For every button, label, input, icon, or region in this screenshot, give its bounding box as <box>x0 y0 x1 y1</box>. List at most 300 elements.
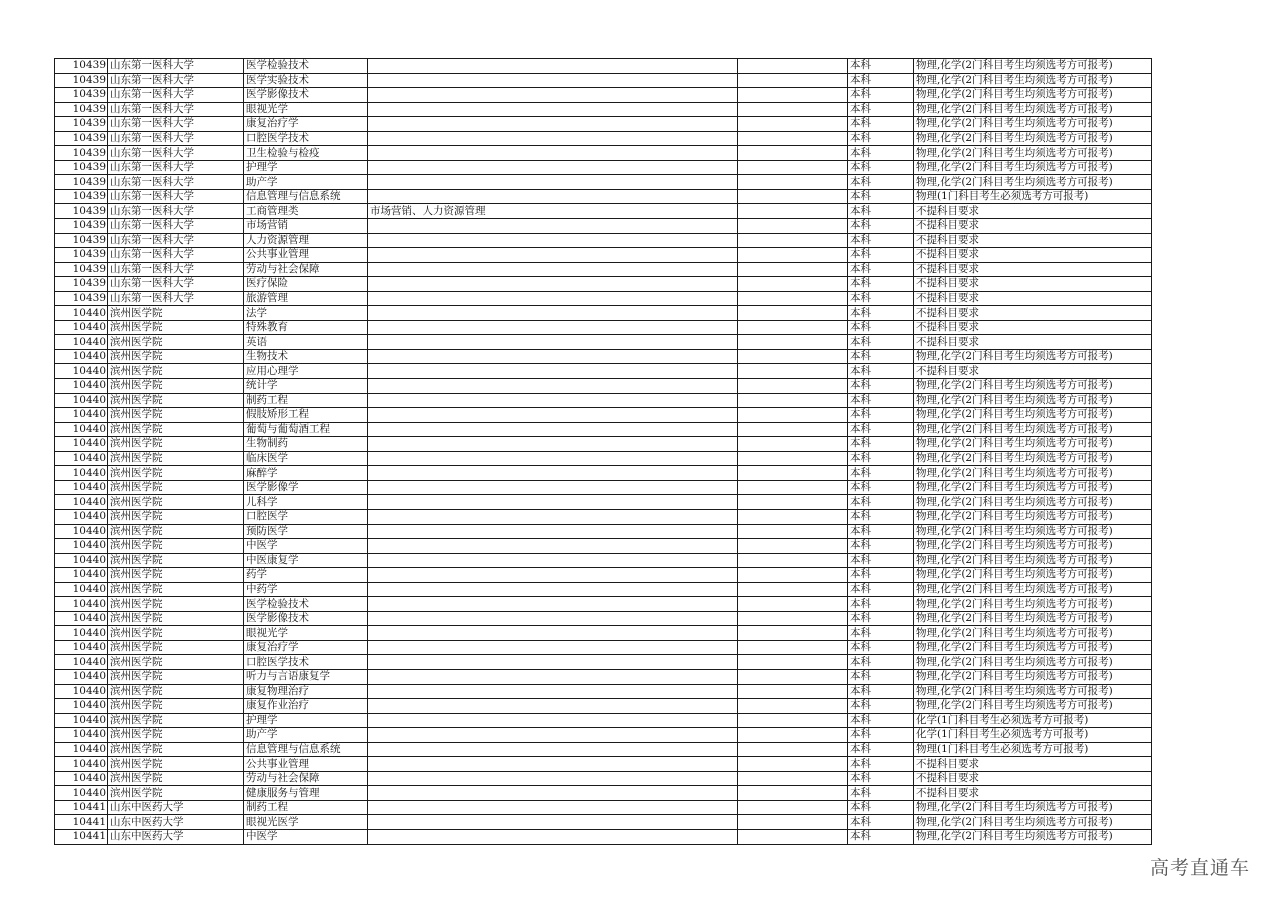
level-cell: 本科 <box>848 248 914 263</box>
level-cell: 本科 <box>848 655 914 670</box>
table-row <box>55 175 1152 190</box>
subject-requirement-cell: 物理,化学(2门科目考生均须选考方可报考) <box>914 102 1152 117</box>
level-cell: 本科 <box>848 611 914 626</box>
note-cell <box>738 189 848 204</box>
level-cell: 本科 <box>848 640 914 655</box>
note-cell <box>738 568 848 583</box>
school-code-cell: 10440 <box>55 757 108 772</box>
school-code-cell: 10440 <box>55 524 108 539</box>
subject-requirement-cell: 物理,化学(2门科目考生均须选考方可报考) <box>914 88 1152 103</box>
school-code-cell: 10440 <box>55 597 108 612</box>
level-cell: 本科 <box>848 582 914 597</box>
major-cell: 口腔医学 <box>244 509 368 524</box>
school-name-cell: 滨州医学院 <box>108 466 244 481</box>
major-cell: 儿科学 <box>244 495 368 510</box>
table-row <box>55 466 1152 481</box>
major-cell: 工商管理类 <box>244 204 368 219</box>
school-name-cell: 山东第一医科大学 <box>108 146 244 161</box>
major-cell: 临床医学 <box>244 451 368 466</box>
table-row <box>55 655 1152 670</box>
level-cell: 本科 <box>848 291 914 306</box>
note-cell <box>738 626 848 641</box>
school-code-cell: 10440 <box>55 713 108 728</box>
table-row <box>55 88 1152 103</box>
subject-requirement-cell: 物理,化学(2门科目考生均须选考方可报考) <box>914 131 1152 146</box>
school-name-cell: 滨州医学院 <box>108 349 244 364</box>
major-cell: 听力与言语康复学 <box>244 669 368 684</box>
table-row <box>55 480 1152 495</box>
note-cell <box>738 829 848 844</box>
school-name-cell: 山东第一医科大学 <box>108 219 244 234</box>
included-majors-cell <box>368 713 738 728</box>
school-code-cell: 10439 <box>55 189 108 204</box>
level-cell: 本科 <box>848 408 914 423</box>
note-cell <box>738 800 848 815</box>
school-name-cell: 山东第一医科大学 <box>108 160 244 175</box>
subject-requirement-cell: 物理,化学(2门科目考生均须选考方可报考) <box>914 640 1152 655</box>
included-majors-cell <box>368 408 738 423</box>
school-name-cell: 山东第一医科大学 <box>108 248 244 263</box>
included-majors-cell <box>368 73 738 88</box>
level-cell: 本科 <box>848 131 914 146</box>
school-code-cell: 10440 <box>55 699 108 714</box>
table-row <box>55 277 1152 292</box>
table-row <box>55 728 1152 743</box>
subject-requirement-cell: 物理,化学(2门科目考生均须选考方可报考) <box>914 59 1152 74</box>
school-name-cell: 滨州医学院 <box>108 640 244 655</box>
level-cell: 本科 <box>848 437 914 452</box>
subject-requirement-cell: 物理,化学(2门科目考生均须选考方可报考) <box>914 684 1152 699</box>
subject-requirement-cell: 不提科目要求 <box>914 306 1152 321</box>
note-cell <box>738 786 848 801</box>
major-cell: 医疗保险 <box>244 277 368 292</box>
admissions-table <box>54 58 1152 845</box>
level-cell: 本科 <box>848 771 914 786</box>
note-cell <box>738 393 848 408</box>
included-majors-cell <box>368 233 738 248</box>
included-majors-cell <box>368 539 738 554</box>
subject-requirement-cell: 物理,化学(2门科目考生均须选考方可报考) <box>914 451 1152 466</box>
school-name-cell: 山东第一医科大学 <box>108 59 244 74</box>
included-majors-cell <box>368 393 738 408</box>
table-row <box>55 59 1152 74</box>
school-name-cell: 滨州医学院 <box>108 335 244 350</box>
major-cell: 医学检验技术 <box>244 59 368 74</box>
table-row <box>55 684 1152 699</box>
major-cell: 特殊教育 <box>244 320 368 335</box>
included-majors-cell <box>368 59 738 74</box>
included-majors-cell <box>368 466 738 481</box>
table-row <box>55 422 1152 437</box>
level-cell: 本科 <box>848 306 914 321</box>
note-cell <box>738 524 848 539</box>
subject-requirement-cell: 物理,化学(2门科目考生均须选考方可报考) <box>914 73 1152 88</box>
school-code-cell: 10440 <box>55 611 108 626</box>
table-row <box>55 393 1152 408</box>
table-row <box>55 219 1152 234</box>
included-majors-cell <box>368 117 738 132</box>
school-name-cell: 滨州医学院 <box>108 320 244 335</box>
level-cell: 本科 <box>848 699 914 714</box>
major-cell: 麻醉学 <box>244 466 368 481</box>
level-cell: 本科 <box>848 728 914 743</box>
note-cell <box>738 219 848 234</box>
major-cell: 健康服务与管理 <box>244 786 368 801</box>
note-cell <box>738 349 848 364</box>
school-name-cell: 滨州医学院 <box>108 495 244 510</box>
level-cell: 本科 <box>848 669 914 684</box>
included-majors-cell <box>368 640 738 655</box>
subject-requirement-cell: 物理,化学(2门科目考生均须选考方可报考) <box>914 466 1152 481</box>
school-code-cell: 10440 <box>55 655 108 670</box>
major-cell: 应用心理学 <box>244 364 368 379</box>
note-cell <box>738 669 848 684</box>
note-cell <box>738 728 848 743</box>
major-cell: 眼视光学 <box>244 102 368 117</box>
subject-requirement-cell: 物理,化学(2门科目考生均须选考方可报考) <box>914 175 1152 190</box>
table-row <box>55 553 1152 568</box>
table-row <box>55 626 1152 641</box>
note-cell <box>738 88 848 103</box>
school-code-cell: 10440 <box>55 451 108 466</box>
school-code-cell: 10440 <box>55 771 108 786</box>
school-name-cell: 滨州医学院 <box>108 524 244 539</box>
included-majors-cell <box>368 262 738 277</box>
school-code-cell: 10439 <box>55 204 108 219</box>
school-name-cell: 山东第一医科大学 <box>108 88 244 103</box>
major-cell: 信息管理与信息系统 <box>244 189 368 204</box>
note-cell <box>738 611 848 626</box>
school-name-cell: 滨州医学院 <box>108 757 244 772</box>
level-cell: 本科 <box>848 800 914 815</box>
subject-requirement-cell: 物理,化学(2门科目考生均须选考方可报考) <box>914 699 1152 714</box>
table-row <box>55 320 1152 335</box>
major-cell: 康复治疗学 <box>244 117 368 132</box>
school-name-cell: 滨州医学院 <box>108 713 244 728</box>
level-cell: 本科 <box>848 204 914 219</box>
table-row <box>55 364 1152 379</box>
school-name-cell: 山东第一医科大学 <box>108 277 244 292</box>
level-cell: 本科 <box>848 422 914 437</box>
note-cell <box>738 771 848 786</box>
level-cell: 本科 <box>848 539 914 554</box>
table-row <box>55 539 1152 554</box>
note-cell <box>738 539 848 554</box>
school-name-cell: 滨州医学院 <box>108 611 244 626</box>
major-cell: 统计学 <box>244 379 368 394</box>
level-cell: 本科 <box>848 829 914 844</box>
major-cell: 中医学 <box>244 829 368 844</box>
school-code-cell: 10439 <box>55 291 108 306</box>
school-code-cell: 10440 <box>55 437 108 452</box>
school-code-cell: 10440 <box>55 408 108 423</box>
school-code-cell: 10440 <box>55 364 108 379</box>
included-majors-cell <box>368 131 738 146</box>
included-majors-cell <box>368 742 738 757</box>
level-cell: 本科 <box>848 175 914 190</box>
included-majors-cell <box>368 102 738 117</box>
school-name-cell: 滨州医学院 <box>108 771 244 786</box>
school-name-cell: 滨州医学院 <box>108 553 244 568</box>
school-name-cell: 滨州医学院 <box>108 451 244 466</box>
included-majors-cell <box>368 175 738 190</box>
table-row <box>55 713 1152 728</box>
school-code-cell: 10440 <box>55 640 108 655</box>
school-name-cell: 滨州医学院 <box>108 379 244 394</box>
subject-requirement-cell: 物理,化学(2门科目考生均须选考方可报考) <box>914 524 1152 539</box>
included-majors-cell <box>368 146 738 161</box>
school-code-cell: 10439 <box>55 219 108 234</box>
school-code-cell: 10439 <box>55 146 108 161</box>
subject-requirement-cell: 物理,化学(2门科目考生均须选考方可报考) <box>914 553 1152 568</box>
note-cell <box>738 204 848 219</box>
major-cell: 法学 <box>244 306 368 321</box>
school-code-cell: 10439 <box>55 248 108 263</box>
school-name-cell: 滨州医学院 <box>108 582 244 597</box>
school-code-cell: 10439 <box>55 102 108 117</box>
table-row <box>55 669 1152 684</box>
level-cell: 本科 <box>848 262 914 277</box>
table-row <box>55 233 1152 248</box>
table-row <box>55 131 1152 146</box>
subject-requirement-cell: 不提科目要求 <box>914 291 1152 306</box>
subject-requirement-cell: 物理,化学(2门科目考生均须选考方可报考) <box>914 626 1152 641</box>
school-code-cell: 10441 <box>55 800 108 815</box>
included-majors-cell <box>368 553 738 568</box>
school-name-cell: 滨州医学院 <box>108 437 244 452</box>
subject-requirement-cell: 物理,化学(2门科目考生均须选考方可报考) <box>914 146 1152 161</box>
school-code-cell: 10440 <box>55 786 108 801</box>
level-cell: 本科 <box>848 189 914 204</box>
level-cell: 本科 <box>848 568 914 583</box>
major-cell: 公共事业管理 <box>244 248 368 263</box>
subject-requirement-cell: 物理,化学(2门科目考生均须选考方可报考) <box>914 611 1152 626</box>
subject-requirement-cell: 物理,化学(2门科目考生均须选考方可报考) <box>914 480 1152 495</box>
table-row <box>55 379 1152 394</box>
subject-requirement-cell: 物理,化学(2门科目考生均须选考方可报考) <box>914 669 1152 684</box>
note-cell <box>738 655 848 670</box>
school-code-cell: 10440 <box>55 582 108 597</box>
school-code-cell: 10440 <box>55 553 108 568</box>
subject-requirement-cell: 化学(1门科目考生必须选考方可报考) <box>914 713 1152 728</box>
school-name-cell: 山东中医药大学 <box>108 815 244 830</box>
table-row <box>55 597 1152 612</box>
school-name-cell: 滨州医学院 <box>108 480 244 495</box>
included-majors-cell <box>368 757 738 772</box>
level-cell: 本科 <box>848 466 914 481</box>
subject-requirement-cell: 不提科目要求 <box>914 771 1152 786</box>
table-row <box>55 349 1152 364</box>
subject-requirement-cell: 物理,化学(2门科目考生均须选考方可报考) <box>914 379 1152 394</box>
level-cell: 本科 <box>848 480 914 495</box>
subject-requirement-cell: 不提科目要求 <box>914 320 1152 335</box>
note-cell <box>738 102 848 117</box>
school-code-cell: 10440 <box>55 379 108 394</box>
school-name-cell: 滨州医学院 <box>108 669 244 684</box>
school-code-cell: 10440 <box>55 728 108 743</box>
level-cell: 本科 <box>848 335 914 350</box>
major-cell: 人力资源管理 <box>244 233 368 248</box>
school-name-cell: 滨州医学院 <box>108 655 244 670</box>
subject-requirement-cell: 不提科目要求 <box>914 219 1152 234</box>
note-cell <box>738 684 848 699</box>
level-cell: 本科 <box>848 495 914 510</box>
major-cell: 口腔医学技术 <box>244 131 368 146</box>
major-cell: 制药工程 <box>244 393 368 408</box>
school-code-cell: 10439 <box>55 131 108 146</box>
table-row <box>55 451 1152 466</box>
major-cell: 康复作业治疗 <box>244 699 368 714</box>
major-cell: 医学检验技术 <box>244 597 368 612</box>
table-row <box>55 640 1152 655</box>
table-row <box>55 495 1152 510</box>
level-cell: 本科 <box>848 160 914 175</box>
note-cell <box>738 699 848 714</box>
included-majors-cell <box>368 291 738 306</box>
included-majors-cell <box>368 815 738 830</box>
subject-requirement-cell: 物理,化学(2门科目考生均须选考方可报考) <box>914 829 1152 844</box>
school-name-cell: 滨州医学院 <box>108 393 244 408</box>
note-cell <box>738 175 848 190</box>
note-cell <box>738 757 848 772</box>
school-name-cell: 山东第一医科大学 <box>108 175 244 190</box>
school-code-cell: 10440 <box>55 495 108 510</box>
included-majors-cell <box>368 509 738 524</box>
note-cell <box>738 233 848 248</box>
level-cell: 本科 <box>848 509 914 524</box>
school-name-cell: 山东第一医科大学 <box>108 131 244 146</box>
level-cell: 本科 <box>848 146 914 161</box>
school-code-cell: 10440 <box>55 509 108 524</box>
table-row <box>55 524 1152 539</box>
table-row <box>55 786 1152 801</box>
subject-requirement-cell: 化学(1门科目考生必须选考方可报考) <box>914 728 1152 743</box>
included-majors-cell <box>368 568 738 583</box>
included-majors-cell <box>368 728 738 743</box>
included-majors-cell: 市场营销、人力资源管理 <box>368 204 738 219</box>
school-code-cell: 10440 <box>55 306 108 321</box>
table-row <box>55 582 1152 597</box>
school-code-cell: 10440 <box>55 626 108 641</box>
note-cell <box>738 422 848 437</box>
table-row <box>55 335 1152 350</box>
table-row <box>55 204 1152 219</box>
school-code-cell: 10440 <box>55 539 108 554</box>
note-cell <box>738 640 848 655</box>
major-cell: 护理学 <box>244 160 368 175</box>
table-row <box>55 117 1152 132</box>
note-cell <box>738 73 848 88</box>
included-majors-cell <box>368 669 738 684</box>
note-cell <box>738 408 848 423</box>
school-name-cell: 山东第一医科大学 <box>108 102 244 117</box>
school-code-cell: 10439 <box>55 175 108 190</box>
major-cell: 助产学 <box>244 728 368 743</box>
note-cell <box>738 131 848 146</box>
included-majors-cell <box>368 800 738 815</box>
school-name-cell: 滨州医学院 <box>108 742 244 757</box>
level-cell: 本科 <box>848 117 914 132</box>
watermark-text: 高考直通车 <box>1149 857 1250 879</box>
table-row <box>55 189 1152 204</box>
note-cell <box>738 277 848 292</box>
level-cell: 本科 <box>848 379 914 394</box>
included-majors-cell <box>368 829 738 844</box>
table-row <box>55 509 1152 524</box>
school-name-cell: 滨州医学院 <box>108 597 244 612</box>
subject-requirement-cell: 不提科目要求 <box>914 248 1152 263</box>
note-cell <box>738 379 848 394</box>
major-cell: 医学影像技术 <box>244 611 368 626</box>
school-name-cell: 滨州医学院 <box>108 539 244 554</box>
major-cell: 中药学 <box>244 582 368 597</box>
level-cell: 本科 <box>848 219 914 234</box>
included-majors-cell <box>368 480 738 495</box>
note-cell <box>738 160 848 175</box>
subject-requirement-cell: 物理,化学(2门科目考生均须选考方可报考) <box>914 568 1152 583</box>
note-cell <box>738 248 848 263</box>
table-row <box>55 306 1152 321</box>
note-cell <box>738 509 848 524</box>
major-cell: 药学 <box>244 568 368 583</box>
included-majors-cell <box>368 277 738 292</box>
major-cell: 助产学 <box>244 175 368 190</box>
level-cell: 本科 <box>848 742 914 757</box>
included-majors-cell <box>368 248 738 263</box>
subject-requirement-cell: 不提科目要求 <box>914 786 1152 801</box>
table-row <box>55 829 1152 844</box>
school-name-cell: 山东第一医科大学 <box>108 233 244 248</box>
level-cell: 本科 <box>848 684 914 699</box>
note-cell <box>738 713 848 728</box>
table-row <box>55 568 1152 583</box>
major-cell: 医学实验技术 <box>244 73 368 88</box>
table-row <box>55 160 1152 175</box>
major-cell: 信息管理与信息系统 <box>244 742 368 757</box>
included-majors-cell <box>368 786 738 801</box>
subject-requirement-cell: 物理,化学(2门科目考生均须选考方可报考) <box>914 117 1152 132</box>
major-cell: 市场营销 <box>244 219 368 234</box>
included-majors-cell <box>368 495 738 510</box>
included-majors-cell <box>368 437 738 452</box>
table-row <box>55 437 1152 452</box>
table-row <box>55 73 1152 88</box>
major-cell: 制药工程 <box>244 800 368 815</box>
included-majors-cell <box>368 655 738 670</box>
level-cell: 本科 <box>848 233 914 248</box>
level-cell: 本科 <box>848 88 914 103</box>
school-name-cell: 山东第一医科大学 <box>108 189 244 204</box>
table-row <box>55 408 1152 423</box>
included-majors-cell <box>368 335 738 350</box>
included-majors-cell <box>368 422 738 437</box>
major-cell: 医学影像技术 <box>244 88 368 103</box>
subject-requirement-cell: 物理,化学(2门科目考生均须选考方可报考) <box>914 655 1152 670</box>
note-cell <box>738 320 848 335</box>
school-name-cell: 滨州医学院 <box>108 786 244 801</box>
level-cell: 本科 <box>848 364 914 379</box>
subject-requirement-cell: 物理,化学(2门科目考生均须选考方可报考) <box>914 597 1152 612</box>
school-code-cell: 10440 <box>55 349 108 364</box>
level-cell: 本科 <box>848 786 914 801</box>
note-cell <box>738 146 848 161</box>
school-code-cell: 10439 <box>55 88 108 103</box>
note-cell <box>738 480 848 495</box>
school-name-cell: 滨州医学院 <box>108 684 244 699</box>
level-cell: 本科 <box>848 73 914 88</box>
note-cell <box>738 262 848 277</box>
subject-requirement-cell: 不提科目要求 <box>914 204 1152 219</box>
